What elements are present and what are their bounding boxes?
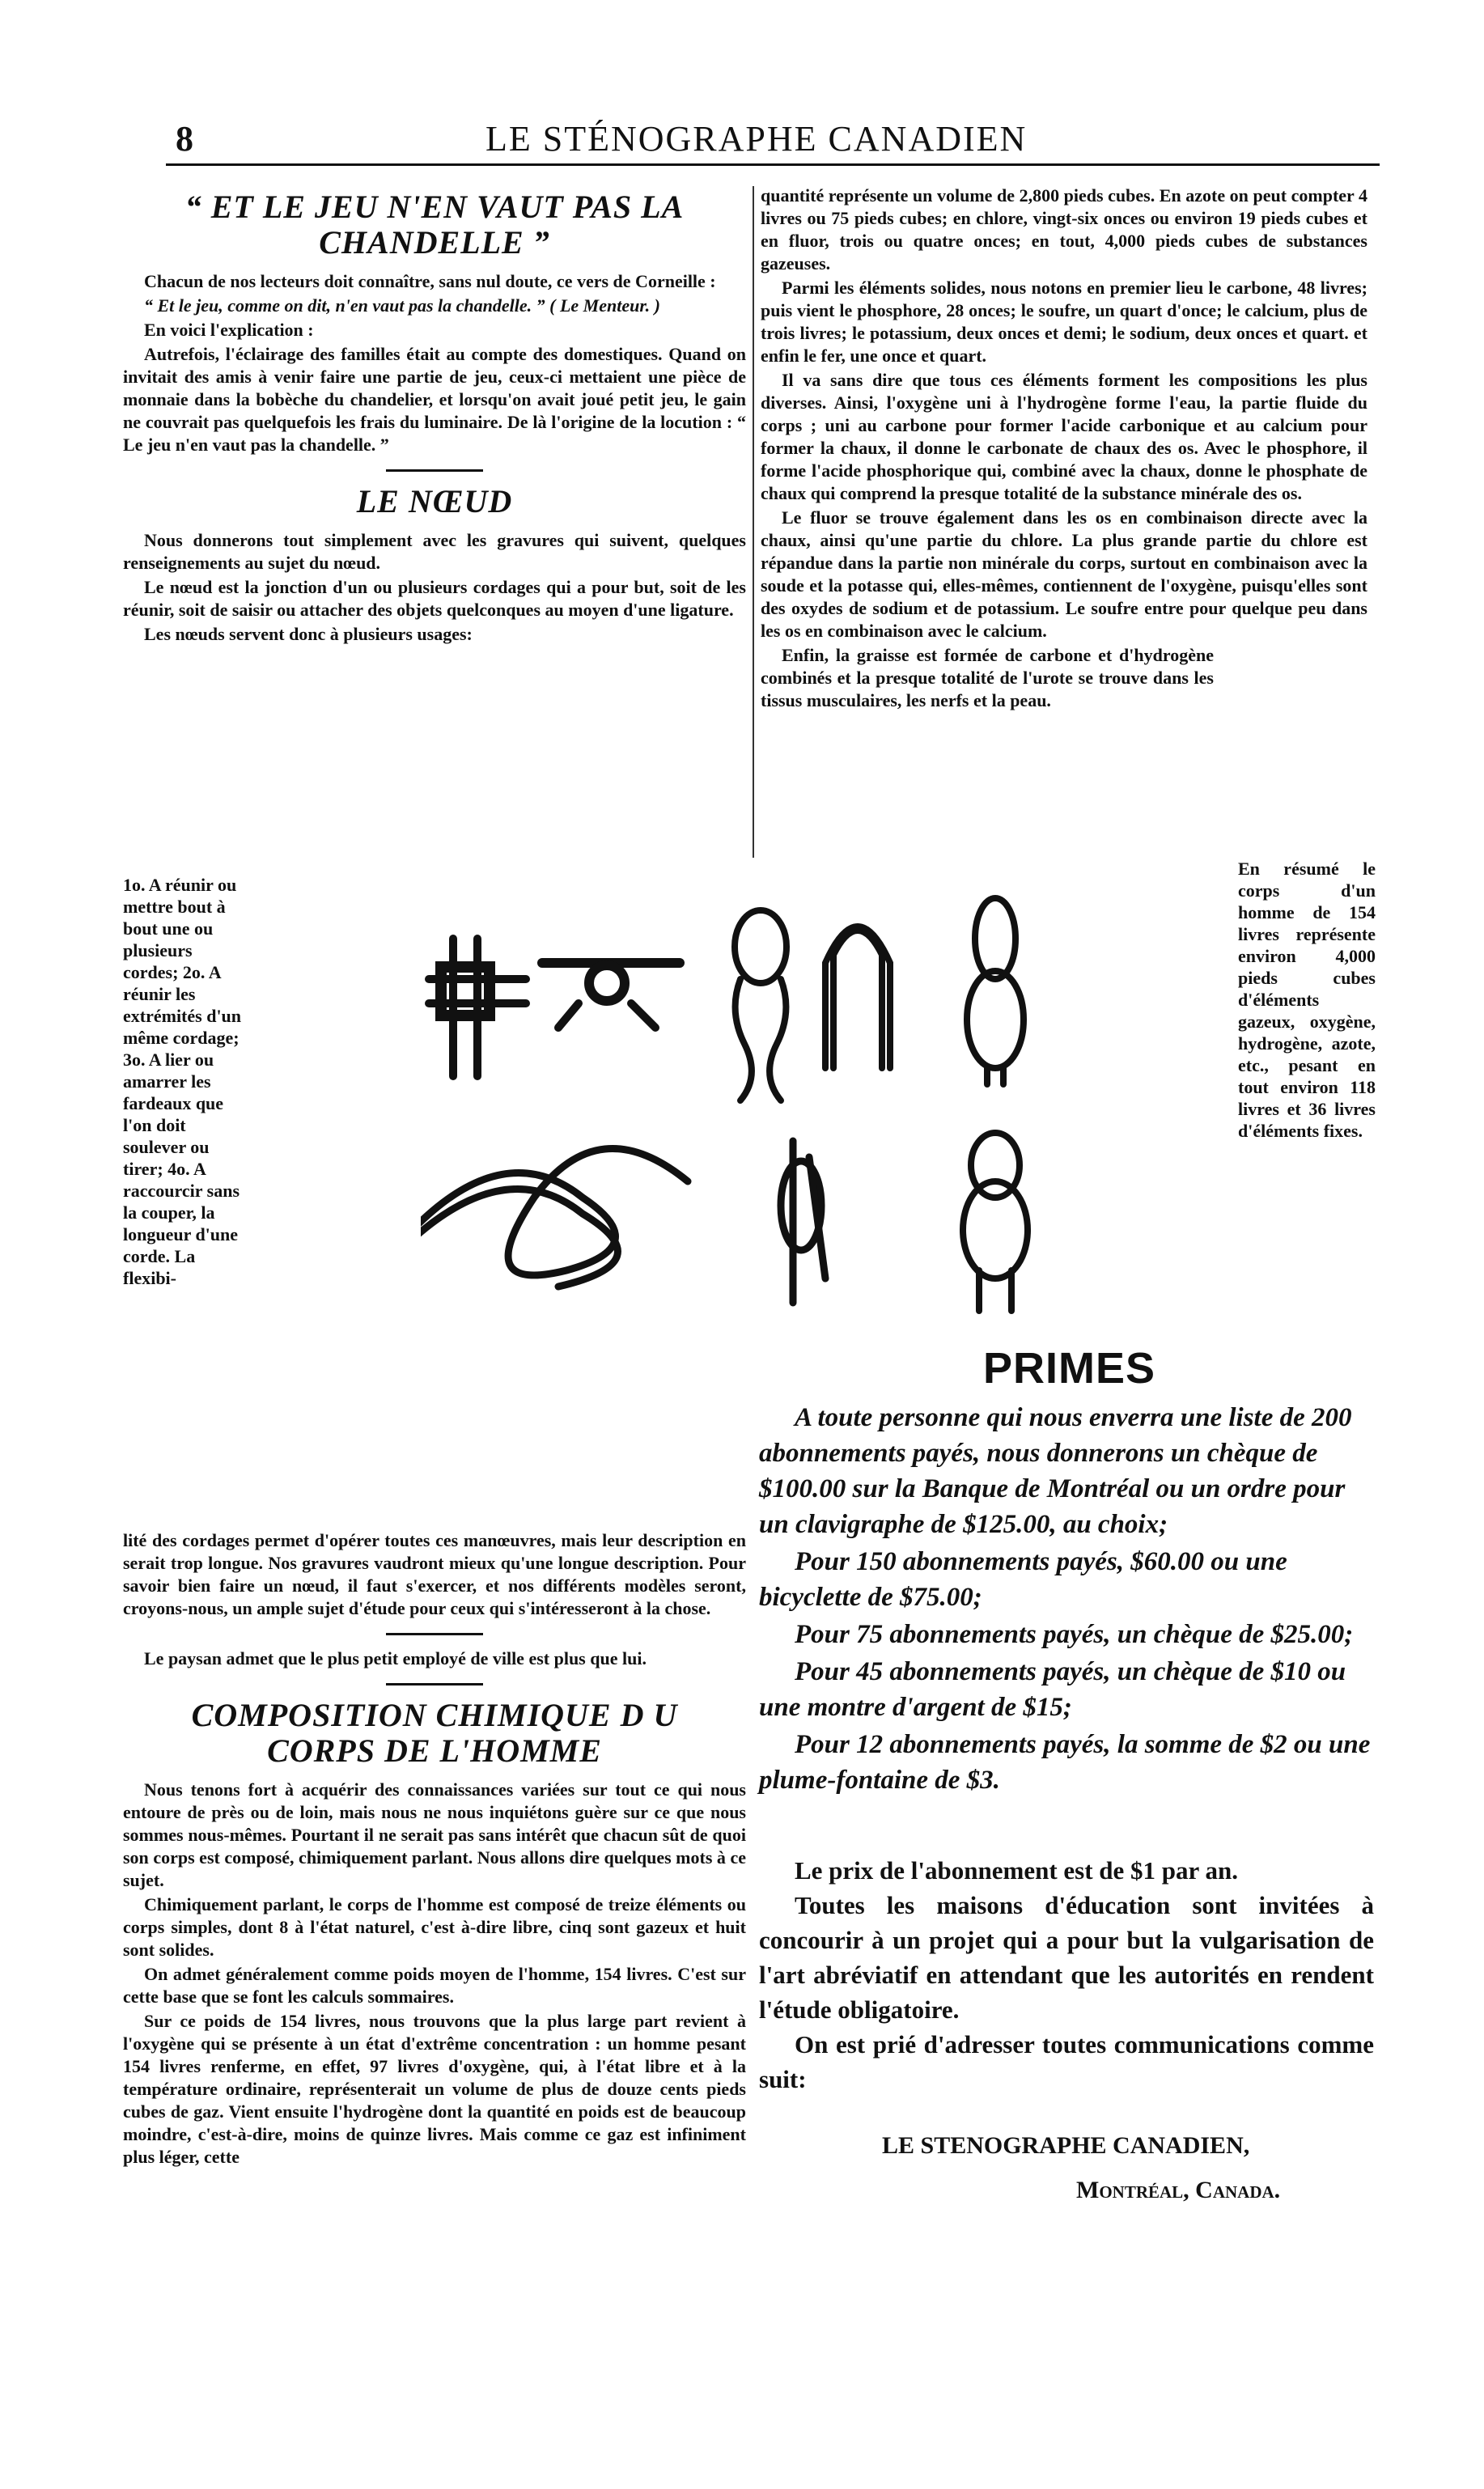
- paragraph: On admet généralement comme poids moyen de l'homme, 154 livres. C'est sur cette base que se font les calculs sommaires.: [123, 1964, 746, 2007]
- title-line: COMPOSITION CHIMIQUE D U: [191, 1697, 678, 1733]
- paragraph: Les nœuds servent donc à plusieurs usages:: [144, 624, 473, 644]
- prime-offer: Pour 12 abonnements payés, la somme de $2 ou une plume-fontaine de $3.: [759, 1730, 1371, 1795]
- knot-figure-post-bend: [781, 1141, 825, 1303]
- address-line: LE STENOGRAPHE CANADIEN,: [882, 2132, 1250, 2159]
- paragraph: Enfin, la graisse est formée de carbone et d'hydrogène combinés et la presque totalité de l'urote se trouve dans les tissus musculaires, les nerfs et la peau.: [761, 645, 1214, 710]
- running-title: LE STÉNOGRAPHE CANADIEN: [485, 119, 1028, 159]
- knot-figure-hitch: [542, 963, 680, 1028]
- primes-list: [759, 1400, 1374, 1800]
- paragraph: Le fluor se trouve également dans les os en combinaison directe avec la chaux, ainsi qu'une partie du chlore. La plus grande partie du chlore est répandue dans la partie non minérale du corps, surtout en combinaison avec la soude et la potasse qui, elles-mêmes, contiennent de l'oxygène, puisqu'elles sont des oxydes de sodium et de potassium. Le soufre entre pour quelque peu dans les os en combinaison avec le calcium.: [761, 507, 1367, 641]
- title-line: CHANDELLE ”: [319, 224, 550, 261]
- article-body-noeud-cont: [123, 1529, 746, 1620]
- page-number: 8: [176, 119, 193, 159]
- header-rule: [166, 163, 1380, 166]
- section-separator: [123, 1628, 746, 1639]
- knot-figure-eight: [967, 898, 1024, 1084]
- left-column: [123, 184, 746, 647]
- filler-note: [123, 1647, 746, 1670]
- section-separator: [123, 1678, 746, 1690]
- article-body-composition-cont: [761, 184, 1367, 712]
- paragraph: Nous donnerons tout simplement avec les gravures qui suivent, quelques renseignements au sujet du nœud.: [123, 530, 746, 573]
- paragraph: quantité représente un volume de 2,800 pieds cubes. En azote on peut compter 4 livres ou 75 pieds cubes; en chlore, vingt-six onces ou environ 19 pieds cubes et en fluor, trois ou quatre onces; en tout, 4,000 pieds cubes de substances gazeuses.: [761, 185, 1367, 273]
- verse-quote: “ Et le jeu, comme on dit, n'en vaut pas la chandelle. ” ( Le Menteur. ): [144, 295, 660, 316]
- right-column: [761, 184, 1367, 714]
- knot-illustrations: [421, 890, 1230, 1359]
- left-column-lower: [123, 1529, 746, 2170]
- paragraph: Chimiquement parlant, le corps de l'homme est composé de treize éléments ou corps simples, dont 8 à l'état naturel, c'est à-dire libre, cinq sont gazeux et huit sont solides.: [123, 1894, 746, 1960]
- paragraph: On est prié d'adresser toutes communications comme suit:: [759, 2030, 1374, 2093]
- knot-uses-list: 1o. A réunir ou mettre bout à bout une ou plusieurs cordes; 2o. A réunir les extrémités d'un même cordage; 3o. A lier ou amarrer les fardeaux que l'on doit soulever ou tirer; 4o. A raccourcir sans la couper, la longueur d'une corde. La flexibi-: [123, 875, 242, 1288]
- knot-figure-bowline: [735, 910, 787, 1100]
- address-line: Montréal, Canada.: [1076, 2177, 1281, 2203]
- knot-figure-shortening: [963, 1133, 1028, 1311]
- article-body-noeud: [123, 529, 746, 646]
- article-title-chandelle: [123, 189, 746, 261]
- prime-offer: Pour 45 abonnements payés, un chèque de $10 ou une montre d'argent de $15;: [759, 1657, 1346, 1722]
- title-line: “ ET LE JEU N'EN VAUT PAS LA: [184, 189, 685, 225]
- knot-figure-carrick: [421, 1149, 688, 1287]
- paragraph: En voici l'explication :: [144, 320, 314, 340]
- knot-figure-lashing: [429, 939, 526, 1076]
- paragraph: Nous tenons fort à acquérir des connaissances variées sur tout ce qui nous entoure de près ou de loin, mais nous ne nous inquiétons guère sur ce que nous sommes nous-mêmes. Pourtant il ne serait pas sans intérêt que chacun sût de quoi son corps est composé, chimiquement parlant. Nous allons dire quelques mots à ce sujet.: [123, 1779, 746, 1890]
- prime-offer: Pour 150 abonnements payés, $60.00 ou une bicyclette de $75.00;: [759, 1547, 1287, 1612]
- paragraph: Le prix de l'abonnement est de $1 par an.: [795, 1856, 1238, 1885]
- section-separator: [123, 464, 746, 476]
- composition-summary: En résumé le corps d'un homme de 154 livres représente environ 4,000 pieds cubes d'éléments gazeux, oxygène, hydrogène, azote, etc., pesant en tout environ 118 livres et 36 livres d'éléments fixes.: [1238, 859, 1376, 1141]
- paragraph: Il va sans dire que tous ces éléments forment les compositions les plus diverses. Ainsi, l'oxygène uni à l'hydrogène forme l'eau, la partie fluide du corps ; uni au carbone pour former l'acide carbonique et au calcium pour former la chaux, il donne le carbonate de chaux des os. Avec le phosphore, il forme l'acide phosphorique qui, combiné avec la chaux, donne le phosphate de chaux qui comprend la presque totalité de la substance minérale des os.: [761, 370, 1367, 503]
- knot-figure-loop: [825, 926, 890, 1068]
- page-header: [166, 113, 1380, 170]
- paragraph: Autrefois, l'éclairage des familles était au compte des domestiques. Quand on invitait des amis à venir faire une partie de jeu, ceux-ci mettaient une pièce de monnaie dans la bobèche du chandelier, et lorsqu'on avait joué petit jeu, le gain ne couvrait pas quelquefois les frais du luminaire. De là l'origine de la locution : “ Le jeu n'en vaut pas la chandelle. ”: [123, 344, 746, 455]
- article-title-composition: [123, 1698, 746, 1769]
- paragraph: Le nœud est la jonction d'un ou plusieurs cordages qui a pour but, soit de les réunir, soit de saisir ou attacher des objets quelconques au moyen d'une ligature.: [123, 577, 746, 620]
- primes-title: PRIMES: [983, 1344, 1156, 1393]
- prime-offer: Pour 75 abonnements payés, un chèque de $25.00;: [795, 1620, 1354, 1649]
- paragraph: Sur ce poids de 154 livres, nous trouvons que la plus large part revient à l'oxygène qui se présente à un état d'extrême concentration : un homme pesant 154 livres renferme, en effet, 97 livres d'oxygène, qui, à l'état libre et à la température ordinaire, représenterait un volume de plus de douze cents pieds cubes de gaz. Vient ensuite l'hydrogène dont la quantité en poids est de beaucoup moindre, c'est-à-dire, moins de quinze livres. Mais comme ce gaz est infiniment plus léger, cette: [123, 2011, 746, 2167]
- paragraph: Toutes les maisons d'éducation sont invitées à concourir à un projet qui a pour but la vulgarisation de l'art abréviatif en attendant que les autorités en rendent l'étude obligatoire.: [759, 1891, 1374, 2024]
- paragraph: Le paysan admet que le plus petit employé de ville est plus que lui.: [144, 1648, 647, 1669]
- article-title-noeud: LE NŒUD: [356, 483, 513, 519]
- column-divider: [753, 186, 754, 858]
- paragraph: Chacun de nos lecteurs doit connaître, sans nul doute, ce vers de Corneille :: [144, 271, 716, 291]
- prime-offer: A toute personne qui nous enverra une liste de 200 abonnements payés, nous donnerons un chèque de $100.00 sur la Banque de Montréal ou un ordre pour un clavigraphe de $125.00, au choix;: [759, 1403, 1352, 1539]
- paragraph: lité des cordages permet d'opérer toutes ces manœuvres, mais leur description en serait trop longue. Nos gravures vaudront mieux qu'une longue description. Pour savoir bien faire un nœud, il faut s'exercer, et nos différents modèles seront, croyons-nous, un ample sujet d'étude pour ceux qui s'intéresseront à la chose.: [123, 1530, 746, 1618]
- title-line: CORPS DE L'HOMME: [267, 1732, 602, 1769]
- subscription-notice: [759, 1853, 1374, 2097]
- article-body-composition: [123, 1779, 746, 2169]
- paragraph: Parmi les éléments solides, nous notons en premier lieu le carbone, 48 livres; puis vient le phosphore, 28 onces; le soufre, un quart d'once; le calcium, plus de trois livres; le potassium, deux onces et demi; le sodium, deux onces et quart. et enfin le fer, une once et quart.: [761, 278, 1367, 366]
- article-body-chandelle: [123, 270, 746, 456]
